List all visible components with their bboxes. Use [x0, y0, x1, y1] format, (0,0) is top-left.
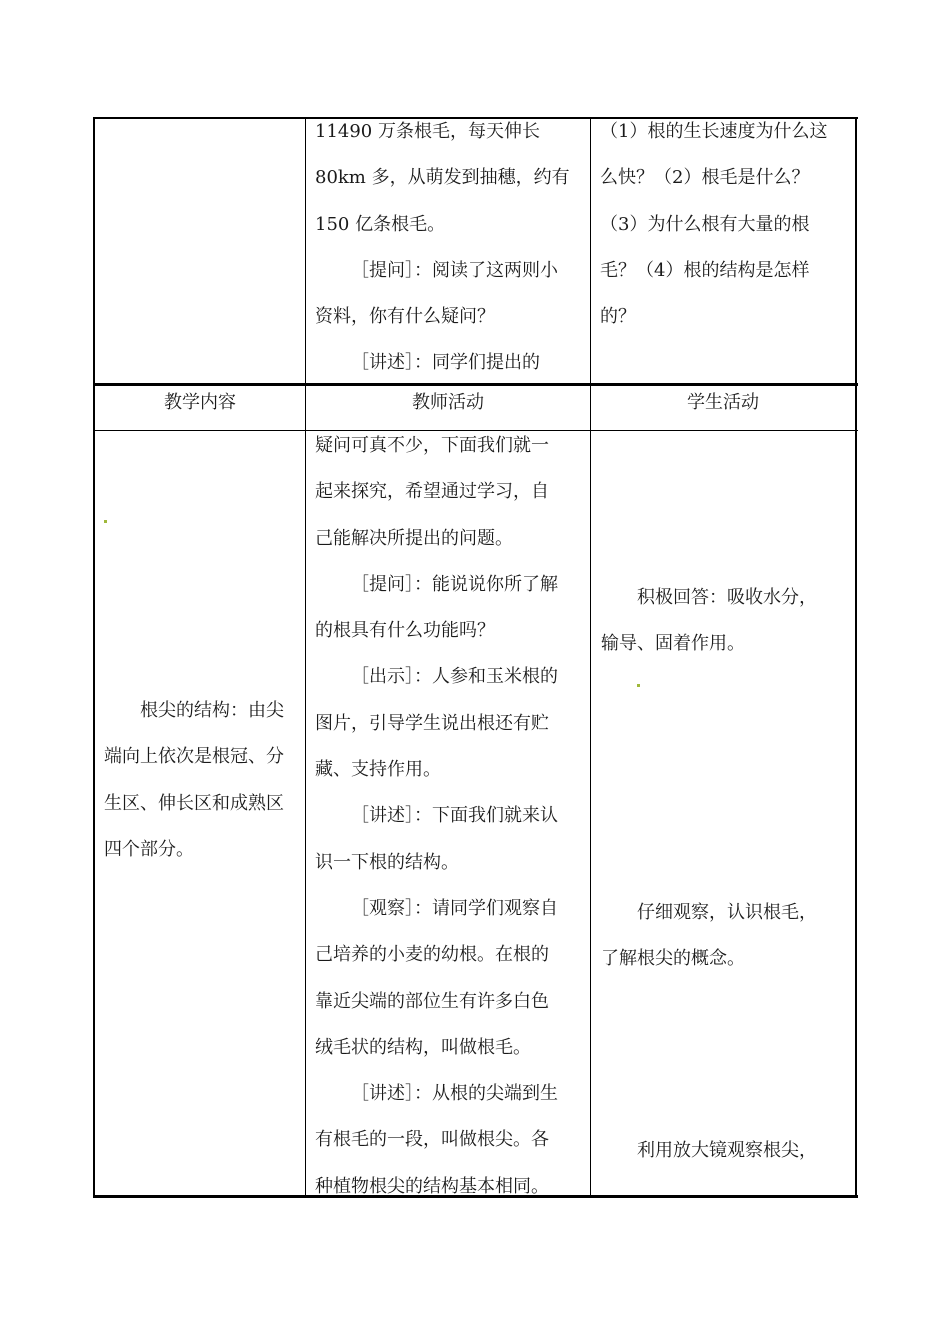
text-line: 生区、伸长区和成熟区 [104, 792, 284, 814]
student-activity-block-1 [601, 575, 847, 668]
text-line: （1）根的生长速度为什么这 [600, 121, 828, 142]
text-line: 的根具有什么功能吗？ [315, 620, 495, 642]
text-line: ［提问］：阅读了这两则小 [351, 259, 558, 281]
student-activity-block-2 [601, 890, 847, 983]
column-divider-1 [305, 117, 306, 1198]
text-line: 输导、固着作用。 [601, 633, 745, 655]
table-left-border [93, 117, 95, 1198]
text-line: 绒毛状的结构，叫做根毛。 [315, 1036, 531, 1058]
text-line: 有根毛的一段，叫做根尖。各 [315, 1129, 549, 1151]
content-cell [104, 688, 298, 873]
column-divider-2 [590, 117, 591, 1198]
text-line: 的？ [600, 306, 636, 328]
marker-dot [104, 520, 107, 523]
text-line: 端向上依次是根冠、分 [104, 746, 284, 768]
text-line: （3）为什么根有大量的根 [600, 213, 810, 235]
text-line: 靠近尖端的部位生有许多白色 [315, 990, 549, 1012]
header-teacher-activity: 教师活动 [412, 392, 484, 413]
text-line: 资料，你有什么疑问？ [315, 306, 495, 328]
table-right-border [855, 117, 857, 1198]
text-line: 毛？（4）根的结构是怎样 [600, 259, 810, 281]
text-line: ［讲述］：从根的尖端到生 [351, 1083, 558, 1105]
text-line: 己能解决所提出的问题。 [315, 527, 513, 549]
text-line: 藏、支持作用。 [315, 759, 441, 781]
text-line: 积极回答：吸收水分， [637, 587, 817, 608]
text-line: 80km 多，从萌发到抽穗，约有 [315, 167, 570, 189]
text-line: ［讲述］：下面我们就来认 [351, 805, 558, 827]
top-student-cell [600, 109, 848, 340]
text-line: 己培养的小麦的幼根。在根的 [315, 944, 549, 966]
teacher-activity-cell [315, 423, 581, 1210]
marker-dot [637, 684, 640, 687]
text-line: 图片，引导学生说出根还有贮 [315, 712, 549, 734]
text-line: 根尖的结构：由尖 [140, 700, 284, 721]
text-line: 150 亿条根毛。 [315, 213, 446, 235]
text-line: 利用放大镜观察根尖， [637, 1140, 817, 1161]
text-line: 四个部分。 [104, 838, 194, 860]
text-line: ［讲述］：同学们提出的 [351, 352, 540, 374]
text-line: 起来探究，希望通过学习，自 [315, 481, 549, 503]
text-line: 了解根尖的概念。 [601, 948, 745, 970]
text-line: 么快？（2）根毛是什么？ [600, 167, 810, 189]
text-line: 仔细观察，认识根毛， [637, 902, 817, 923]
text-line: 种植物根尖的结构基本相同。 [315, 1175, 549, 1197]
top-teacher-cell [315, 109, 581, 387]
text-line: 疑问可真不少，下面我们就一 [315, 435, 549, 456]
header-teaching-content: 教学内容 [164, 392, 236, 413]
text-line: ［出示］：人参和玉米根的 [351, 666, 558, 688]
text-line: ［观察］：请同学们观察自 [351, 897, 558, 919]
text-line: 识一下根的结构。 [315, 851, 459, 873]
text-line: ［提问］：能说说你所了解 [351, 573, 558, 595]
header-student-activity: 学生活动 [687, 392, 759, 413]
student-activity-block-3 [601, 1128, 847, 1174]
text-line: 11490 万条根毛，每天伸长 [315, 121, 540, 142]
